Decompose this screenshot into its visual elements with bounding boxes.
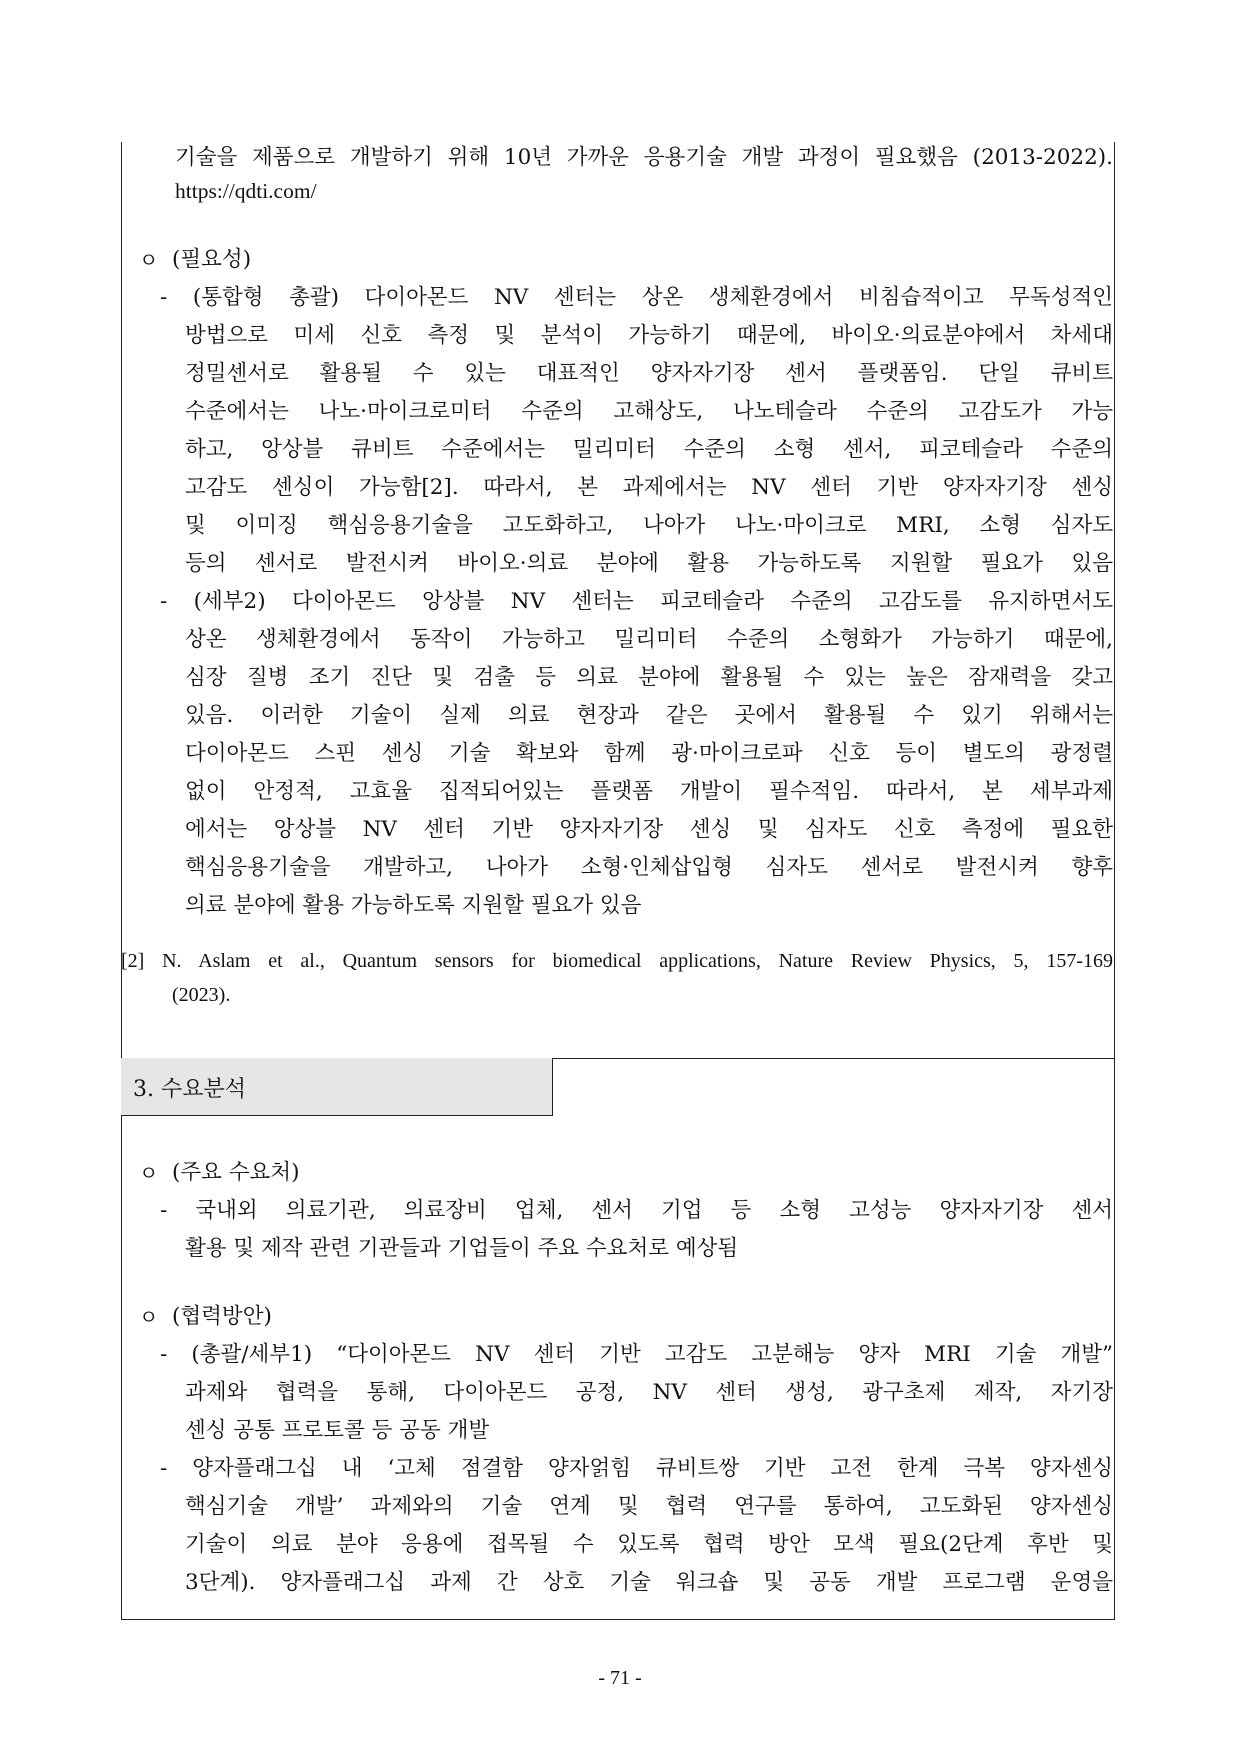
- cooperation-p2-line: 기술이 의료 분야 응용에 접목될 수 있도록 협력 방안 모색 필요(2단계 후반 및: [185, 1532, 1113, 1557]
- cooperation-p2-line: - 양자플래그십 내 ‘고체 점결함 양자얽힘 큐비트쌍 기반 고전 한계 극복 양자센싱: [160, 1456, 1113, 1481]
- necessity-p1-line: - (통합형 총괄) 다이아몬드 NV 센터는 상온 생체환경에서 비침습적이고 무독성적인: [160, 285, 1113, 310]
- reference-line-1: [2] N. Aslam et al., Quantum sensors for biomedical applications, Nature Review Physics, 5, 157-169: [121, 950, 1113, 972]
- necessity-p2-line: 없이 안정적, 고효율 집적되어있는 플랫폼 개발이 필수적임. 따라서, 본 세부과제: [185, 779, 1113, 804]
- necessity-bullet: ㅇ: [139, 248, 159, 272]
- necessity-p1-line: 수준에서는 나노·마이크로미터 수준의 고해상도, 나노테슬라 수준의 고감도가 가능: [185, 399, 1113, 424]
- necessity-heading: (필요성): [172, 247, 252, 272]
- demand-bullet: ㅇ: [139, 1161, 159, 1185]
- necessity-p2-line: 에서는 앙상블 NV 센터 기반 양자자기장 센싱 및 심자도 신호 측정에 필요한: [185, 817, 1113, 842]
- necessity-p2-line: - (세부2) 다이아몬드 앙상블 NV 센터는 피코테슬라 수준의 고감도를 유지하면서도: [160, 589, 1113, 614]
- necessity-p1-line: 정밀센서로 활용될 수 있는 대표적인 양자자기장 센서 플랫폼임. 단일 큐비트: [185, 361, 1113, 386]
- necessity-p1-line: 하고, 앙상블 큐비트 수준에서는 밀리미터 수준의 소형 센서, 피코테슬라 수준의: [185, 437, 1113, 462]
- cooperation-p1-line: 센싱 공통 프로토콜 등 공동 개발: [185, 1418, 490, 1443]
- necessity-p2-line: 의료 분야에 활용 가능하도록 지원할 필요가 있음: [185, 893, 642, 918]
- page-number: - 71 -: [598, 1667, 642, 1689]
- cooperation-p1-line: - (총괄/세부1) “다이아몬드 NV 센터 기반 고감도 고분해능 양자 MRI 기술 개발”: [160, 1342, 1113, 1367]
- cooperation-p2-line: 핵심기술 개발’ 과제와의 기술 연계 및 협력 연구를 통하여, 고도화된 양자센싱: [185, 1494, 1113, 1519]
- cooperation-p1-line: 과제와 협력을 통해, 다이아몬드 공정, NV 센터 생성, 광구초제 제작, 자기장: [185, 1380, 1113, 1405]
- demand-line: - 국내외 의료기관, 의료장비 업체, 센서 기업 등 소형 고성능 양자자기장 센서: [160, 1198, 1113, 1223]
- necessity-p2-line: 심장 질병 조기 진단 및 검출 등 의료 분야에 활용될 수 있는 높은 잠재력을 갖고: [185, 665, 1113, 690]
- top-url: https://qdti.com/: [175, 179, 317, 203]
- necessity-p2-line: 핵심응용기술을 개발하고, 나아가 소형·인체삽입형 심자도 센서로 발전시켜 향후: [185, 855, 1113, 880]
- cooperation-heading: (협력방안): [172, 1304, 272, 1329]
- section-title: 3. 수요분석: [133, 1077, 246, 1102]
- necessity-p1-line: 등의 센서로 발전시켜 바이오·의료 분야에 활용 가능하도록 지원할 필요가 있음: [185, 551, 1113, 576]
- necessity-p1-line: 및 이미징 핵심응용기술을 고도화하고, 나아가 나노·마이크로 MRI, 소형 심자도: [185, 513, 1113, 538]
- necessity-p1-line: 방법으로 미세 신호 측정 및 분석이 가능하기 때문에, 바이오·의료분야에서 차세대: [185, 323, 1113, 348]
- cooperation-p2-line: 3단계). 양자플래그십 과제 간 상호 기술 워크숍 및 공동 개발 프로그램 운영을: [185, 1570, 1113, 1595]
- necessity-p2-line: 있음. 이러한 기술이 실제 의료 현장과 같은 곳에서 활용될 수 있기 위해서는: [185, 703, 1113, 728]
- reference-line-2: (2023).: [172, 984, 231, 1006]
- necessity-p2-line: 상온 생체환경에서 동작이 가능하고 밀리미터 수준의 소형화가 가능하기 때문에,: [185, 627, 1113, 652]
- cooperation-bullet: ㅇ: [139, 1305, 159, 1329]
- section-header: [121, 1058, 553, 1116]
- demand-line: 활용 및 제작 관련 기관들과 기업들이 주요 수요처로 예상됨: [185, 1236, 739, 1261]
- necessity-p1-line: 고감도 센싱이 가능함[2]. 따라서, 본 과제에서는 NV 센터 기반 양자자기장 센싱: [185, 475, 1113, 500]
- top-line-1: 기술을 제품으로 개발하기 위해 10년 가까운 응용기술 개발 과정이 필요했음 (2013-2022).: [175, 145, 1113, 170]
- demand-heading: (주요 수요처): [172, 1160, 300, 1185]
- necessity-p2-line: 다이아몬드 스핀 센싱 기술 확보와 함께 광·마이크로파 신호 등이 별도의 광정렬: [185, 741, 1113, 766]
